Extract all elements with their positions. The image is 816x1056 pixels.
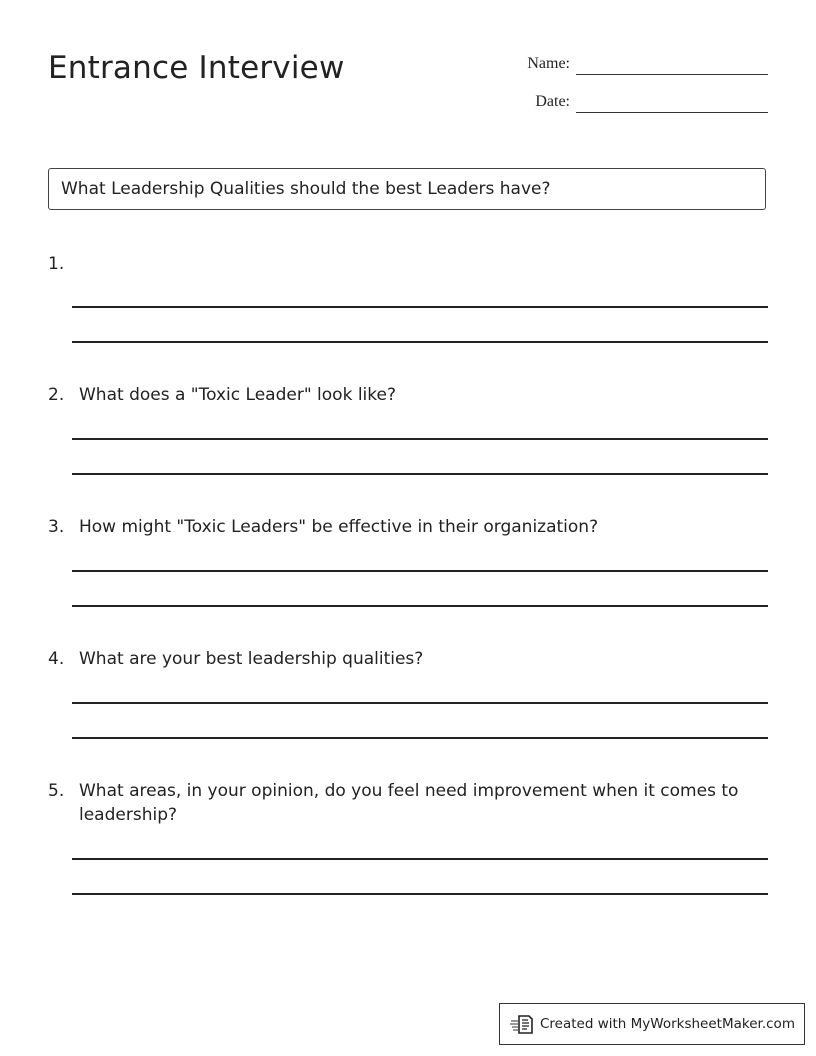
name-label: Name: (527, 55, 570, 72)
question-number: 2. (48, 385, 65, 405)
answer-line-1b[interactable] (72, 341, 768, 343)
answer-line-4b[interactable] (72, 737, 768, 739)
question-number: 5. (48, 781, 65, 801)
answer-line-1a[interactable] (72, 306, 768, 308)
question-text: What does a "Toxic Leader" look like? (79, 385, 396, 405)
name-field[interactable] (500, 54, 768, 78)
question-number: 4. (48, 649, 65, 669)
date-line[interactable] (576, 112, 768, 113)
worksheet-title: Entrance Interview (48, 50, 345, 86)
answer-line-2b[interactable] (72, 473, 768, 475)
worksheet-maker-logo-icon (510, 1013, 534, 1035)
date-field[interactable] (500, 92, 768, 116)
answer-line-3a[interactable] (72, 570, 768, 572)
question-text: What areas, in your opinion, do you feel need improvement when it comes to leadership? (79, 781, 739, 825)
question-number: 1. (48, 254, 65, 274)
answer-line-5b[interactable] (72, 893, 768, 895)
footer-text: Created with MyWorksheetMaker.com (540, 1016, 795, 1032)
answer-line-5a[interactable] (72, 858, 768, 860)
question-text: How might "Toxic Leaders" be effective in their organization? (79, 517, 599, 537)
footer-badge[interactable] (499, 1003, 805, 1045)
answer-line-3b[interactable] (72, 605, 768, 607)
date-label: Date: (535, 93, 570, 110)
answer-line-4a[interactable] (72, 702, 768, 704)
answer-line-2a[interactable] (72, 438, 768, 440)
question-number: 3. (48, 517, 65, 537)
prompt-box: What Leadership Qualities should the best Leaders have? (48, 168, 766, 210)
question-text: What are your best leadership qualities? (79, 649, 424, 669)
name-line[interactable] (576, 74, 768, 75)
